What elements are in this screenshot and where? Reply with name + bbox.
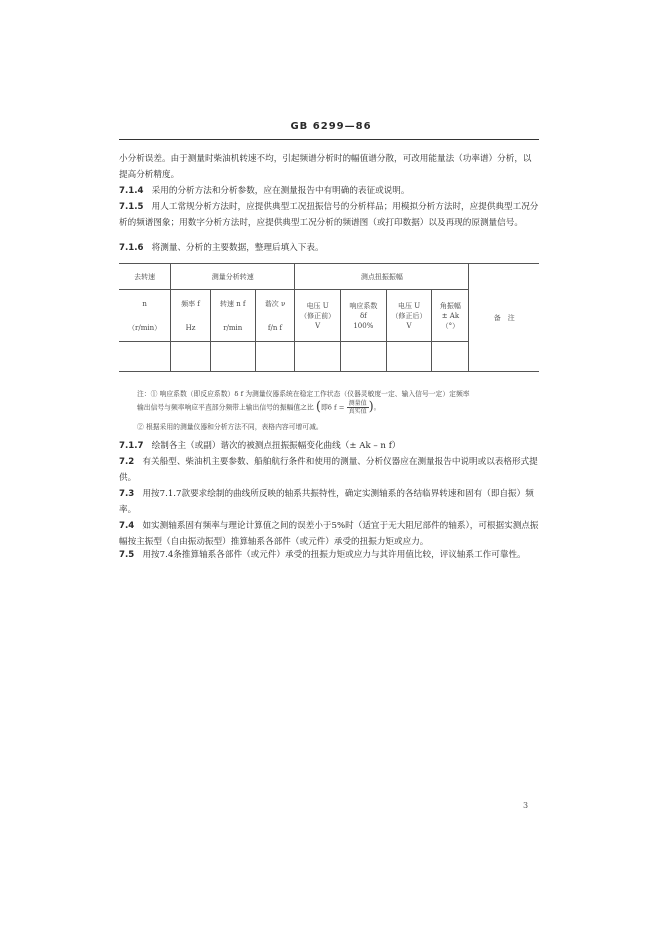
- clause-number: 7.5: [119, 550, 135, 560]
- clause-number: 7.1.7: [119, 441, 144, 451]
- col-amplitude-symbol: ± Ak: [441, 311, 460, 320]
- clause-number: 7.2: [119, 457, 135, 467]
- table-header-row: [119, 264, 539, 290]
- header-points: 测点扭振振幅: [295, 264, 469, 290]
- table-cell: [119, 342, 171, 372]
- clause-7-4: [119, 518, 539, 550]
- note-1-text: 输出信号与频率响应平直部分频带上输出信号的振幅值之比: [137, 403, 314, 412]
- col-order: [255, 290, 295, 342]
- clause-text: 将测量、分析的主要数据，整理后填入下表。: [151, 243, 324, 253]
- col-frequency-unit: Hz: [185, 323, 196, 332]
- note-2-text: ② 根据采用的测量仪器和分析方法不同，表格内容可增可减。: [137, 423, 323, 431]
- table-cell: [295, 342, 341, 372]
- col-rpm: [210, 290, 255, 342]
- col-voltage-before: [295, 290, 341, 342]
- clause-7-3: [119, 486, 539, 518]
- clause-number: 7.1.6: [119, 243, 144, 253]
- clause-text: 采用的分析方法和分析参数，应在测量报告中有明确的表征或说明。: [151, 186, 410, 196]
- header-speed: 去转速: [119, 264, 171, 290]
- col-response: [340, 290, 386, 342]
- measurement-table: [119, 263, 539, 372]
- table-cell: [255, 342, 295, 372]
- col-frequency: [171, 290, 211, 342]
- note-1-line-b: 输出信号与频率响应平直部分频带上输出信号的振幅值之比 (即δ f = $\frac{\text{测量值}}{\text{真实值}}$ )。: [137, 399, 381, 415]
- fraction-numerator: 测量值: [348, 400, 367, 407]
- clause-text: 用按7.1.7款要求绘制的曲线所反映的轴系共振特性，确定实测轴系的各结临界转速和固有（即自振）频率。: [119, 489, 534, 515]
- paragraph-intro: [119, 151, 539, 183]
- col-order-label: 谐次 ν: [264, 299, 286, 308]
- col-response-symbol: δf: [359, 311, 367, 320]
- clause-7-1-4: [119, 183, 539, 199]
- col-rpm-unit: r/min: [223, 323, 243, 332]
- col-response-unit: 100%: [353, 321, 374, 330]
- col-frequency-label: 频率 f: [181, 299, 200, 308]
- col-voltage-before-unit: V: [315, 321, 321, 330]
- col-voltage-before-label: 电压 U: [306, 301, 329, 310]
- table-cell: [432, 342, 469, 372]
- col-amplitude-unit: （°）: [441, 321, 460, 330]
- table-cell: [171, 342, 211, 372]
- table-cell: [386, 342, 432, 372]
- table-note-2: [137, 421, 537, 433]
- header-analysis: 测量分析转速: [171, 264, 295, 290]
- clause-number: 7.4: [119, 521, 135, 531]
- page-number: 3: [523, 801, 529, 810]
- col-response-label: 响应系数: [349, 301, 378, 310]
- clause-7-5: [119, 547, 539, 563]
- col-speed-unit: （r/min）: [128, 323, 162, 332]
- clause-text: 绘制各主（或副）谐次的被测点扭振振幅变化曲线（± Ak – n f）: [151, 441, 401, 451]
- table-cell: [340, 342, 386, 372]
- col-voltage-after: [386, 290, 432, 342]
- note-1-formula: 即δ f =: [320, 403, 345, 412]
- clause-text: 如实测轴系固有频率与理论计算值之间的误差小于5%时（适宜于无大阻尼部件的轴系），可根据实测点振幅按主振型（自由振动振型）推算轴系各部件（或元件）承受的扭振力矩或应力。: [119, 521, 539, 547]
- col-voltage-before-sub: （修正前）: [300, 311, 336, 320]
- clause-7-1-6: [119, 240, 539, 256]
- col-amplitude-label: 角振幅: [439, 301, 461, 310]
- note-1-line-a: 注：① 响应系数（即反应系数）δ f 为测量仪器系统在稳定工作状态（仪器灵敏度一定、输入信号一定）定频率: [137, 390, 470, 398]
- header-rule: [119, 139, 539, 140]
- col-voltage-after-label: 电压 U: [397, 301, 421, 310]
- col-speed: [119, 290, 171, 342]
- fraction-denominator: 真实值: [348, 408, 367, 415]
- col-speed-symbol: n: [142, 299, 147, 308]
- clause-number: 7.1.4: [119, 186, 144, 196]
- clause-number: 7.1.5: [119, 202, 144, 212]
- clause-7-2: [119, 454, 539, 486]
- clause-7-1-5: [119, 199, 539, 231]
- col-voltage-after-unit: V: [406, 321, 412, 330]
- formula-fraction: [347, 400, 369, 415]
- col-voltage-after-sub: （修正后）: [391, 311, 427, 320]
- col-amplitude: [432, 290, 469, 342]
- table-note-1: [137, 388, 537, 415]
- clause-text: 用按7.4条推算轴系各部件（或元件）承受的扭振力矩或应力与其许用值比较，评议轴系工作可靠性。: [142, 550, 526, 560]
- clause-text: 有关船型、柴油机主要参数、船舶航行条件和使用的测量、分析仪器应在测量报告中说明或以表格形式提供。: [119, 457, 538, 483]
- page-header: GB 6299—86: [290, 121, 372, 132]
- col-order-unit: f/n f: [267, 323, 283, 332]
- clause-number: 7.3: [119, 489, 135, 499]
- paragraph-text: 小分析误差。由于测量时柴油机转速不均，引起频谱分析时的幅值谱分散，可改用能量法（功率谱）分析，以提高分析精度。: [119, 154, 532, 180]
- header-remark: 备 注: [469, 264, 539, 372]
- col-rpm-label: 转速 n f: [219, 299, 246, 308]
- clause-7-1-7: [119, 438, 539, 454]
- clause-text: 用人工常规分析方法时，应提供典型工况扭振信号的分析样品；用模拟分析方法时，应提供典型工况分析的频谱图象；用数字分析方法时，应提供典型工况分析的频谱图（或打印数据）以及再现的原测量信号。: [119, 202, 539, 228]
- table-cell: [210, 342, 255, 372]
